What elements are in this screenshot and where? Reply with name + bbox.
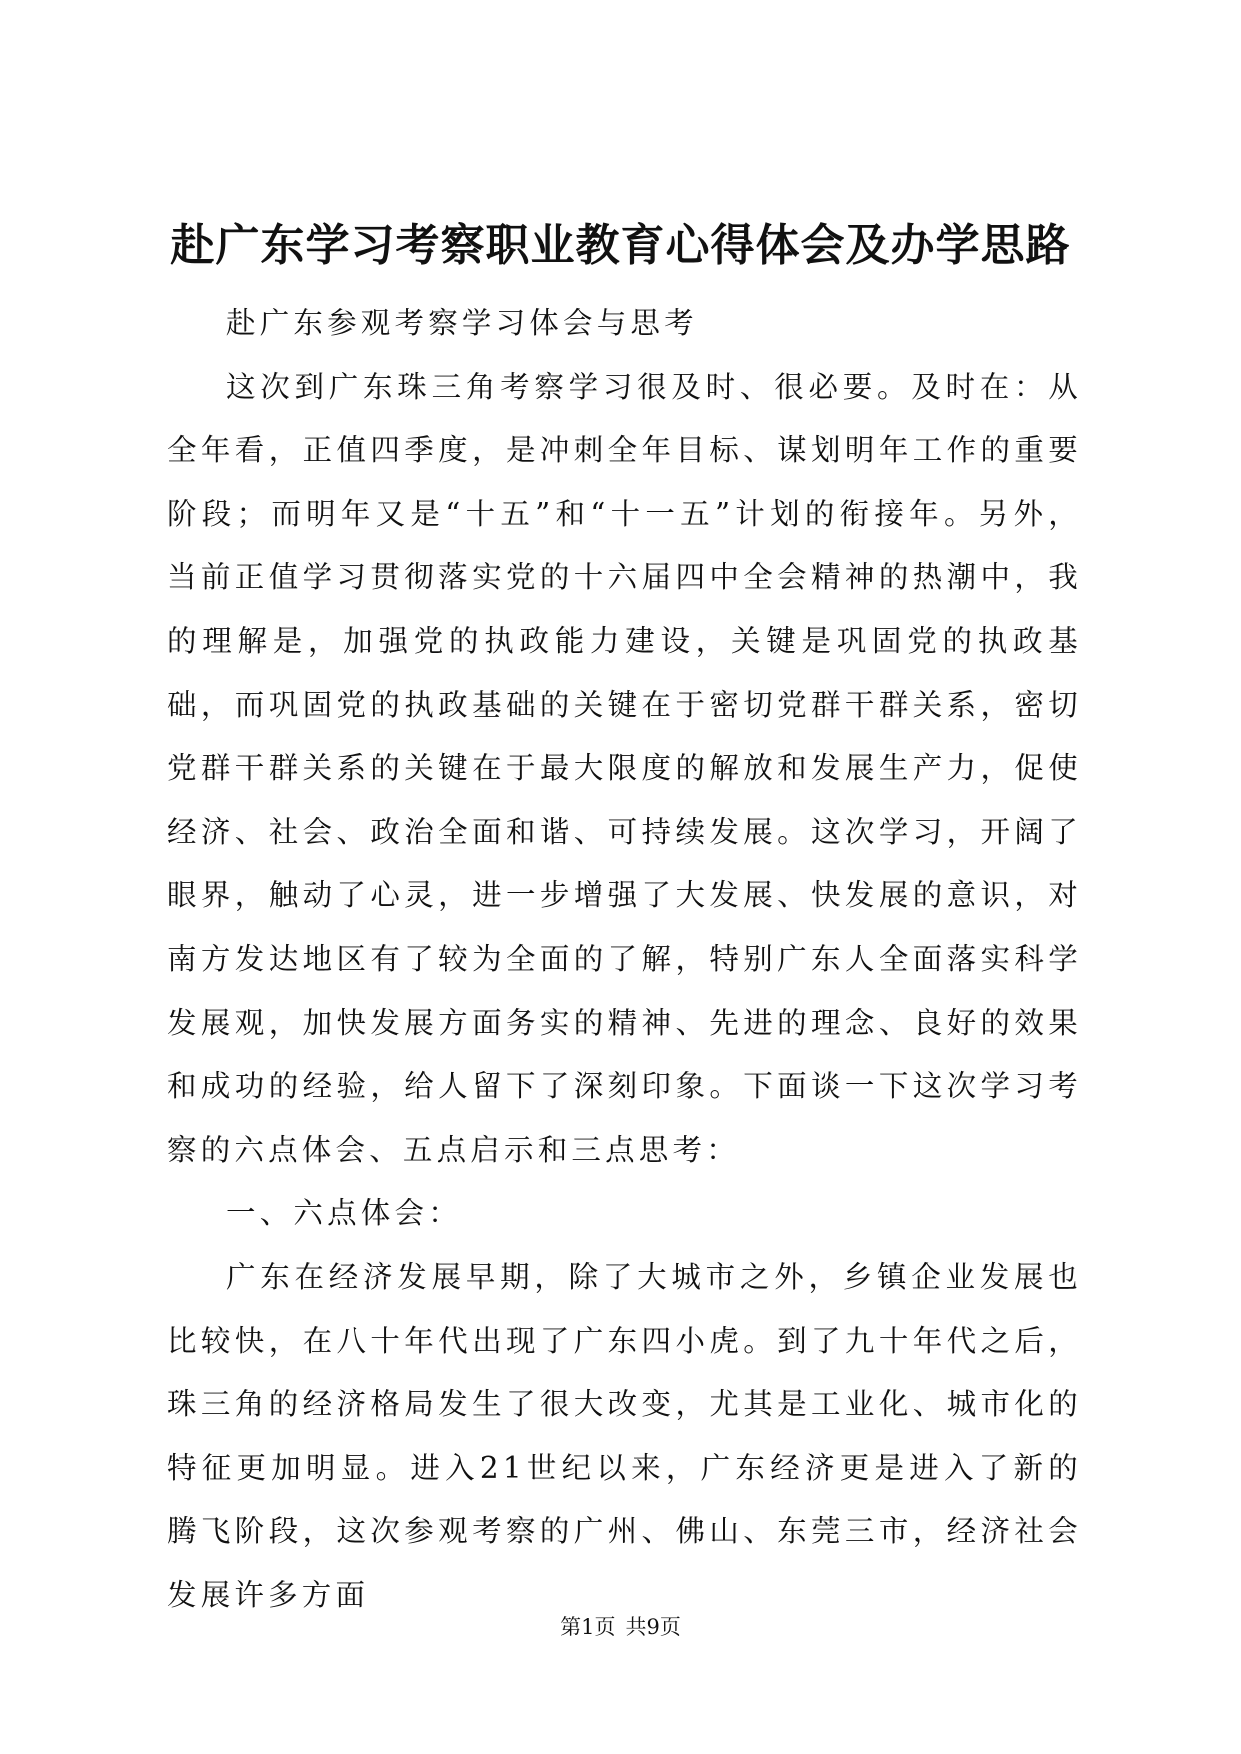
document-body bbox=[167, 292, 1082, 1627]
page-total: 共9页 bbox=[625, 1615, 681, 1639]
page-footer bbox=[0, 1612, 1241, 1642]
paragraph-body: 广东在经济发展早期，除了大城市之外，乡镇企业发展也比较快，在八十年代出现了广东四小虎。到了九十年代之后，珠三角的经济格局发生了很大改变，尤其是工业化、城市化的特征更加明显。进入21世纪以来，广东经济更是进入了新的腾飞阶段，这次参观考察的广州、佛山、东莞三市，经济社会发展许多方面 bbox=[167, 1259, 1082, 1612]
document-title: 赴广东学习考察职业教育心得体会及办学思路 bbox=[170, 220, 1071, 271]
page-number: 第1页 bbox=[560, 1615, 616, 1639]
paragraph-intro: 这次到广东珠三角考察学习很及时、很必要。及时在：从全年看，正值四季度，是冲刺全年目标、谋划明年工作的重要阶段；而明年又是“十五”和“十一五”计划的衔接年。另外，当前正值学习贯彻落实党的十六届四中全会精神的热潮中，我的理解是，加强党的执政能力建设，关键是巩固党的执政基础，而巩固党的执政基础的关键在于密切党群干群关系，密切党群干群关系的关键在于最大限度的解放和发展生产力，促使经济、社会、政治全面和谐、可持续发展。这次学习，开阔了眼界，触动了心灵，进一步增强了大发展、快发展的意识，对南方发达地区有了较为全面的了解，特别广东人全面落实科学发展观，加快发展方面务实的精神、先进的理念、良好的效果和成功的经验，给人留下了深刻印象。下面谈一下这次学习考察的六点体会、五点启示和三点思考： bbox=[167, 369, 1082, 1167]
paragraph-section-heading: 一、六点体会： bbox=[226, 1196, 462, 1231]
paragraph-subtitle: 赴广东参观考察学习体会与思考 bbox=[226, 306, 698, 340]
